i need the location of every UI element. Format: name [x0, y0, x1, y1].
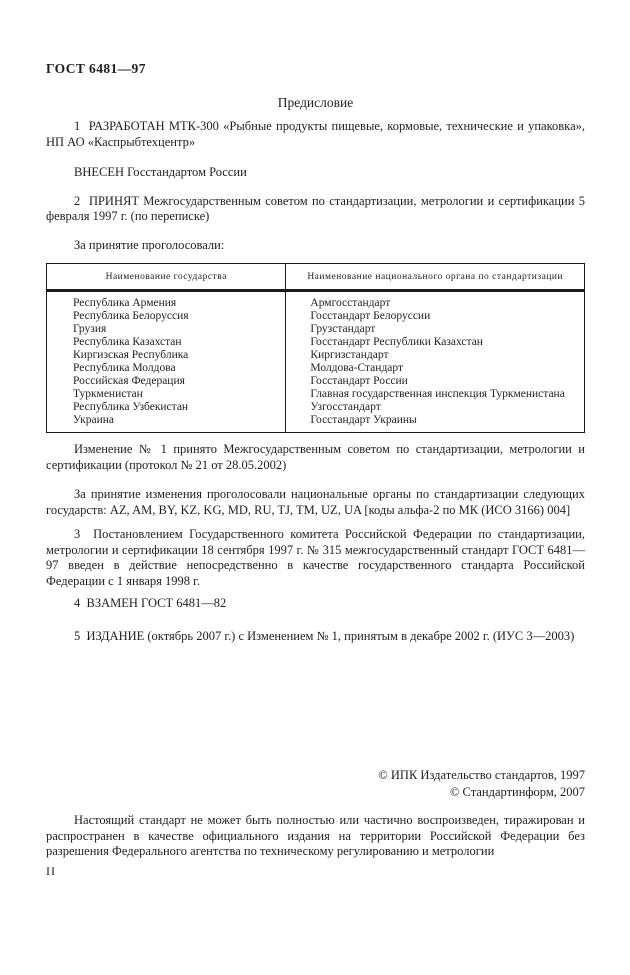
- state-cell: Киргизская Республика: [47, 349, 286, 362]
- org-cell: Госстандарт России: [310, 375, 408, 387]
- state-cell: Республика Армения: [47, 291, 286, 311]
- copyright-line-2007: © Стандартинформ, 2007: [449, 785, 585, 799]
- org-cell: Узгосстандарт: [310, 401, 381, 413]
- org-cell: Госстандарт Республики Казахстан: [310, 336, 483, 348]
- org-cell: Госстандарт Белоруссии: [310, 310, 431, 322]
- paragraph-adopted: 2 ПРИНЯТ Межгосударственным советом по стандартизации, метрологии и сертификации 5 февраля 1997 г. (по переписке): [46, 193, 585, 223]
- table-row: [47, 388, 585, 401]
- state-cell: Республика Узбекистан: [47, 401, 286, 414]
- table-row: [47, 323, 585, 336]
- paragraph-edition: 5 ИЗДАНИЕ (октябрь 2007 г.) с Изменением № 1, принятым в декабре 2002 г. (ИУС 3—2003): [74, 628, 575, 643]
- voting-table: [46, 263, 585, 433]
- copyright-line-1997: © ИПК Издательство стандартов, 1997: [378, 768, 585, 782]
- paragraph-vote-intro: За принятие проголосовали:: [74, 237, 225, 252]
- state-cell: Республика Молдова: [47, 362, 286, 375]
- document-page: [0, 61, 630, 975]
- paragraph-developed: 1 РАЗРАБОТАН МТК-300 «Рыбные продукты пищевые, кормовые, технические и упаковка», НП АО «Каспрыбтехцентр»: [46, 119, 585, 149]
- state-cell: Республика Казахстан: [47, 336, 286, 349]
- table-row: [47, 414, 585, 433]
- table-row: [47, 349, 585, 362]
- table-row: [47, 401, 585, 414]
- paragraph-restriction: Настоящий стандарт не может быть полностью или частично воспроизведен, тиражирован и распространен в качестве официального издания на территории Российской Федерации без разрешения Федерального агентства по техническому регулированию и метрологии: [46, 813, 585, 858]
- paragraph-amendment-vote: За принятие изменения проголосовали национальные органы по стандартизации следующих государств: AZ, AM, BY, KZ, KG, MD, RU, TJ, TM, UZ, UA [коды альфа-2 по МК (ИСО 3166) 004]: [46, 487, 585, 517]
- state-cell: Республика Белоруссия: [47, 310, 286, 323]
- paragraph-decree: 3 Постановлением Государственного комитета Российской Федерации по стандартизации, метрологии и сертификации 18 сентября 1997 г. № 315 межгосударственный стандарт ГОСТ 6481—97 введен в действие непосредственно в качестве государственного стандарта Российской Федерации с 1 января 1998 г.: [46, 527, 585, 588]
- table-row: [47, 336, 585, 349]
- table-row: [47, 310, 585, 323]
- table-row: [47, 291, 585, 311]
- page-title: Предисловие: [277, 95, 354, 110]
- org-cell: Грузстандарт: [310, 323, 376, 335]
- org-cell: Киргизстандарт: [310, 349, 389, 361]
- table-header-row: [47, 264, 585, 291]
- paragraph-replaces: 4 ВЗАМЕН ГОСТ 6481—82: [74, 596, 227, 610]
- org-cell: Главная государственная инспекция Туркменистана: [310, 388, 565, 400]
- org-cell: Армгосстандарт: [310, 297, 391, 309]
- paragraph-amendment: Изменение № 1 принято Межгосударственным советом по стандартизации, метрологии и сертификации (протокол № 21 от 28.05.2002): [46, 442, 585, 472]
- table-header-org: Наименование национального органа по стандартизации: [286, 264, 585, 291]
- table-row: [47, 375, 585, 388]
- copyright-block: [46, 767, 585, 801]
- org-cell: Госстандарт Украины: [310, 414, 417, 426]
- paragraph-submitted: ВНЕСЕН Госстандартом России: [74, 165, 247, 179]
- table-row: [47, 362, 585, 375]
- table-header-state: Наименование государства: [47, 264, 286, 291]
- state-cell: Украина: [47, 414, 286, 433]
- org-cell: Молдова-Стандарт: [310, 362, 404, 374]
- state-cell: Российская Федерация: [47, 375, 286, 388]
- state-cell: Туркменистан: [47, 388, 286, 401]
- page-number: II: [46, 863, 56, 878]
- state-cell: Грузия: [47, 323, 286, 336]
- doc-code: ГОСТ 6481—97: [46, 61, 146, 76]
